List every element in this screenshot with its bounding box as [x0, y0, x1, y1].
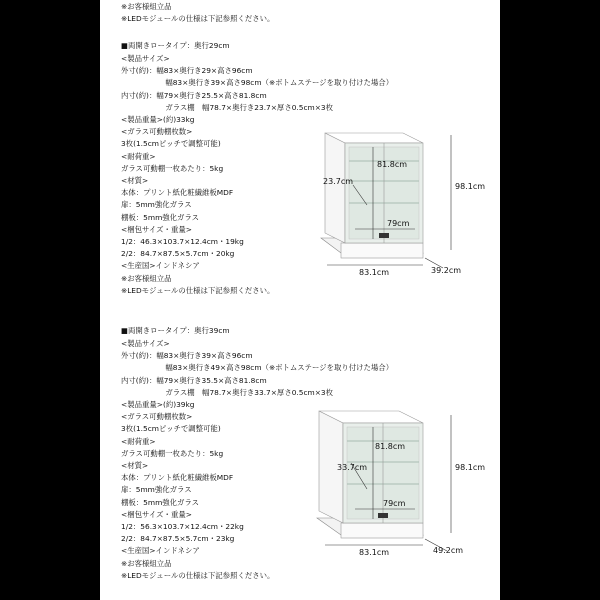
spec-line: ※LEDモジュールの仕様は下記参照ください。: [121, 285, 275, 295]
outer-height-label: 98.1cm: [455, 463, 486, 472]
spec-line: 1/2：46.3×103.7×12.4cm・19kg: [121, 237, 244, 246]
note-led: ※LEDモジュールの仕様は下記参照ください。: [121, 14, 275, 23]
spec-line: 内寸(約)：幅79×奥行き35.5×高さ81.8cm: [121, 375, 267, 385]
spec-line: <製品重量>(約)39kg: [121, 400, 195, 409]
spec-line: <耐荷重>: [121, 436, 156, 446]
spec-line: <製品重量>(約)33kg: [121, 115, 195, 124]
spec-line: 1/2：56.3×103.7×12.4cm・22kg: [121, 522, 244, 531]
spec-line: 外寸(約)：幅83×奥行き29×高さ96cm: [121, 66, 253, 76]
spec-line: 2/2：84.7×87.5×5.7cm・20kg: [121, 249, 235, 259]
cabinet-drawing: [315, 405, 495, 565]
spec-line: 3枚(1.5cmピッチで調整可能): [121, 424, 221, 434]
section-heading: ■両開きロータイプ：奥行29cm: [121, 41, 230, 50]
spec-line: <梱包サイズ・重量>: [121, 224, 192, 234]
spec-line: ※お客様組立品: [121, 273, 172, 283]
spec-line: <生産国>インドネシア: [121, 261, 200, 271]
outer-depth-label: 39.2cm: [431, 266, 462, 275]
spec-line: 棚板：5mm強化ガラス: [121, 497, 200, 507]
note-assembly: ※お客様組立品: [121, 2, 172, 11]
spec-line: 本体：プリント紙化粧繊維板MDF: [121, 473, 234, 483]
spec-line: <梱包サイズ・重量>: [121, 509, 192, 519]
cabinet-drawing: [315, 125, 495, 285]
spec-line: 外寸(約)：幅83×奥行き39×高さ96cm: [121, 351, 253, 361]
outer-width-label: 83.1cm: [359, 268, 390, 277]
inner-width-label: 79cm: [383, 499, 406, 508]
spec-line: 2/2：84.7×87.5×5.7cm・23kg: [121, 534, 235, 544]
spec-line: 本体：プリント紙化粧繊維板MDF: [121, 188, 234, 198]
spec-line: ガラス可動棚一枚あたり：5kg: [121, 163, 224, 173]
outer-height-label: 98.1cm: [455, 182, 486, 191]
spec-line: <ガラス可動棚枚数>: [121, 127, 193, 137]
spec-line: 内寸(約)：幅79×奥行き25.5×高さ81.8cm: [121, 90, 267, 100]
spec-panel: [100, 0, 500, 600]
spec-line: <耐荷重>: [121, 151, 156, 161]
spec-line: ※LEDモジュールの仕様は下記参照ください。: [121, 570, 275, 580]
cabinet-diagram-29cm: [315, 125, 495, 285]
spec-line: ※お客様組立品: [121, 558, 172, 568]
shelf-depth-label: 23.7cm: [323, 177, 354, 186]
spec-line: 幅83×奥行き49×高さ98cm（※ボトムステージを取り付けた場合）: [121, 363, 394, 373]
section-heading: ■両開きロータイプ：奥行39cm: [121, 326, 230, 335]
spec-line: <ガラス可動棚枚数>: [121, 412, 193, 422]
spec-line: ガラス棚 幅78.7×奥行き23.7×厚さ0.5cm×3枚: [121, 102, 334, 112]
spec-line: <製品サイズ>: [121, 54, 170, 63]
spec-line: 扉：5mm強化ガラス: [121, 200, 192, 210]
spec-line: 扉：5mm強化ガラス: [121, 485, 192, 495]
outer-width-label: 83.1cm: [359, 548, 390, 557]
outer-depth-label: 49.2cm: [433, 546, 464, 555]
spec-line: <製品サイズ>: [121, 339, 170, 348]
spec-line: ガラス可動棚一枚あたり：5kg: [121, 448, 224, 458]
shelf-depth-label: 33.7cm: [337, 463, 368, 472]
inner-height-label: 81.8cm: [377, 160, 408, 169]
spec-line: ガラス棚 幅78.7×奥行き33.7×厚さ0.5cm×3枚: [121, 387, 334, 397]
cabinet-diagram-39cm: [315, 405, 495, 565]
spec-line: 幅83×奥行き39×高さ98cm（※ボトムステージを取り付けた場合）: [121, 78, 394, 88]
inner-height-label: 81.8cm: [375, 442, 406, 451]
spec-line: <材質>: [121, 461, 149, 470]
inner-width-label: 79cm: [387, 219, 410, 228]
spec-line: 棚板：5mm強化ガラス: [121, 212, 200, 222]
spec-line: 3枚(1.5cmピッチで調整可能): [121, 139, 221, 149]
spec-line: <材質>: [121, 176, 149, 185]
spec-line: <生産国>インドネシア: [121, 546, 200, 556]
